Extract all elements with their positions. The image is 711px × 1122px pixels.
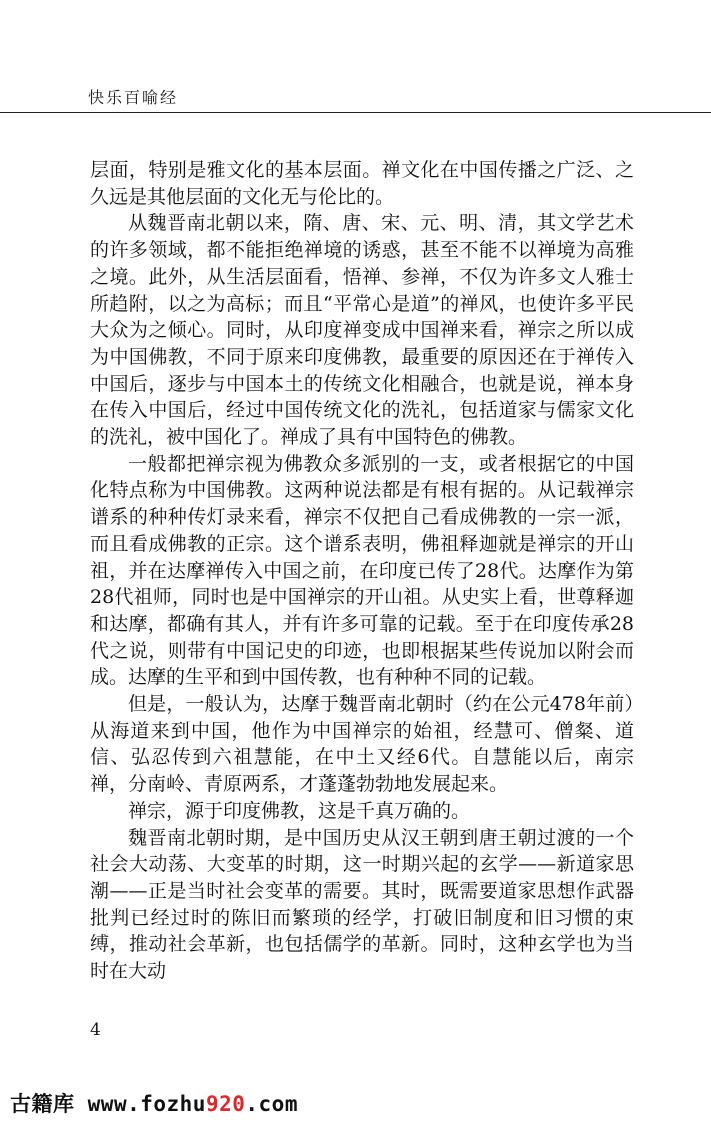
watermark-url-highlight: 920 <box>205 1092 246 1116</box>
paragraph: 但是，一般认为，达摩于魏晋南北朝时（约在公元478年前）从海道来到中国，他作为中国禅宗的始祖，经慧可、僧粲、道信、弘忍传到六祖慧能，在中土又经6代。自慧能以后，南宗禅，分南岭、青原两系，才蓬蓬勃勃地发展起来。 <box>90 693 634 796</box>
paragraph: 魏晋南北朝时期，是中国历史从汉王朝到唐王朝过渡的一个社会大动荡、大变革的时期，这一时期兴起的玄学——新道家思潮——正是当时社会变革的需要。其时，既需要道家思想作武器批判已经过时的陈旧而繁琐的经学，打破旧制度和旧习惯的束缚，推动社会革新，也包括儒学的革新。同时，这种玄学也为当时在大动 <box>90 826 634 983</box>
running-header-title: 快乐百喻经 <box>88 88 179 107</box>
watermark-site-name: 古籍库 <box>10 1092 75 1116</box>
paragraph: 从魏晋南北朝以来，隋、唐、宋、元、明、清，其文学艺术的许多领域，都不能拒绝禅境的诱惑，甚至不能不以禅境为高雅之境。此外，从生活层面看，悟禅、参禅，不仅为许多文人雅士所趋附，以之为高标；而且“平常心是道”的禅风，也使许多平民大众为之倾心。同时，从印度禅变成中国禅来看，禅宗之所以成为中国佛教，不同于原来印度佛教，最重要的原因还在于禅传入中国后，逐步与中国本土的传统文化相融合，也就是说，禅本身在传入中国后，经过中国传统文化的洗礼，包括道家与儒家文化的洗礼，被中国化了。禅成了具有中国特色的佛教。 <box>90 212 634 449</box>
page-number: 4 <box>90 1020 101 1040</box>
paragraph: 一般都把禅宗视为佛教众多派别的一支，或者根据它的中国化特点称为中国佛教。这两种说法都是有根有据的。从记载禅宗谱系的种种传灯录来看，禅宗不仅把自己看成佛教的一宗一派，而且看成佛教的正宗。这个谱系表明，佛祖释迦就是禅宗的开山祖，并在达摩禅传入中国之前，在印度已传了28代。达摩作为第28代祖师，同时也是中国禅宗的开山祖。从史实上看，世尊释迦和达摩，都确有其人，并有许多可靠的记载。至于在印度传承28代之说，则带有中国记史的印迹，也即根据某些传说加以附会而成。达摩的生平和到中国传教，也有种种不同的记载。 <box>90 452 634 689</box>
watermark-url-prefix: www.fozhu <box>87 1092 206 1116</box>
watermark <box>10 1088 298 1118</box>
body-text <box>90 157 634 985</box>
paragraph: 禅宗，源于印度佛教，这是千真万确的。 <box>128 799 471 822</box>
paragraph: 层面，特别是雅文化的基本层面。禅文化在中国传播之广泛、之久远是其他层面的文化无与伦比的。 <box>90 159 634 208</box>
watermark-url-suffix: .com <box>245 1092 298 1116</box>
header-rule <box>0 112 711 113</box>
